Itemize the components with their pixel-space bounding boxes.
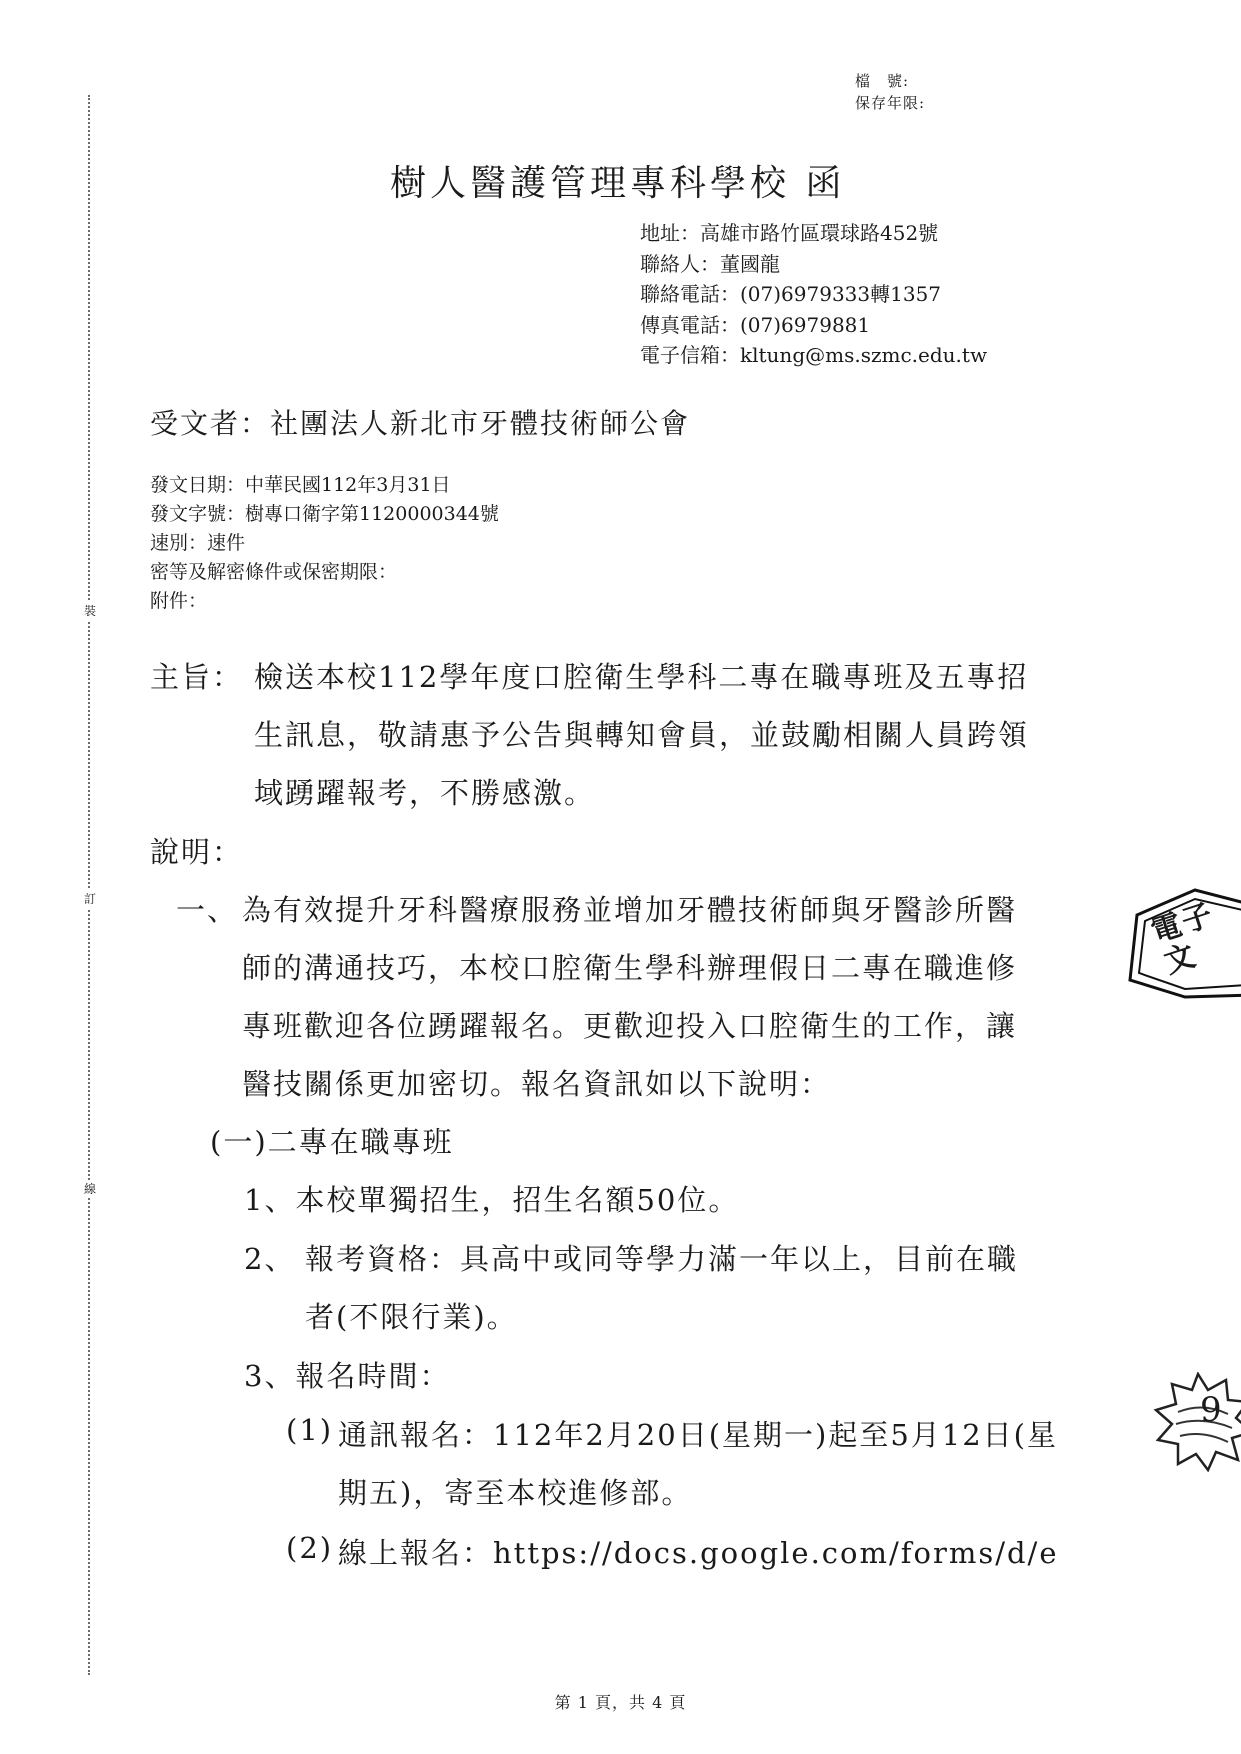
mail-line-1: 通訊報名：112年2月20日(星期一)起至5月12日(星 — [338, 1418, 1058, 1452]
dispatch-date: 發文日期：中華民國112年3月31日 — [150, 474, 451, 496]
seal-digit: 9 — [1200, 1390, 1222, 1430]
item-1-line-1: 為有效提升牙科醫療服務並增加牙體技術師與牙醫診所醫 — [242, 893, 1018, 927]
binding-dotted-line — [88, 95, 90, 1675]
explanation-label: 說明： — [150, 835, 244, 869]
file-number-label: 檔 號: — [855, 72, 910, 90]
subject-line-3: 域踴躍報考，不勝感激。 — [254, 776, 596, 810]
speed-class: 速別：速件 — [150, 532, 246, 554]
contact-block — [640, 218, 987, 371]
dispatch-meta — [150, 471, 499, 616]
subject-line-1: 檢送本校112學年度口腔衛生學科二專在職專班及五專招 — [254, 660, 1029, 694]
retention-label: 保存年限: — [855, 94, 926, 112]
file-meta — [855, 70, 925, 114]
page-footer: 第 1 頁，共 4 頁 — [554, 1693, 687, 1712]
recipient: 受文者：社團法人新北市牙體技術師公會 — [150, 407, 691, 440]
point-2-number: 2、 — [244, 1242, 296, 1276]
item-1-number: 一、 — [176, 893, 239, 927]
contact-fax: 傳真電話：(07)6979881 — [640, 312, 871, 337]
subject-label: 主旨： — [150, 660, 244, 694]
attachment: 附件： — [150, 590, 208, 612]
contact-address: 地址：高雄市路竹區環球路452號 — [640, 221, 939, 245]
point-2-line-2: 者(不限行業)。 — [305, 1300, 518, 1334]
contact-person: 聯絡人：董國龍 — [640, 251, 780, 276]
subsection-1: (一)二專在職專班 — [210, 1125, 454, 1159]
mail-number: (1) — [286, 1413, 334, 1447]
online-line-1: 線上報名：https://docs.google.com/forms/d/e — [338, 1536, 1059, 1570]
stamp-text-line-2: 文 — [1160, 938, 1200, 981]
item-1-line-3: 專班歡迎各位踴躍報名。更歡迎投入口腔衛生的工作，讓 — [242, 1009, 1018, 1043]
electronic-exchange-stamp — [1125, 885, 1241, 1000]
mail-line-2: 期五)，寄至本校進修部。 — [338, 1476, 693, 1510]
stamp-text-line-1: 電子 — [1147, 896, 1219, 951]
binding-label-xian: 線 — [84, 1182, 97, 1196]
binding-label-ding: 訂 — [84, 892, 97, 906]
point-2-line-1: 報考資格：具高中或同等學力滿一年以上，目前在職 — [305, 1242, 1019, 1276]
contact-email: 電子信箱：kltung@ms.szmc.edu.tw — [640, 343, 988, 367]
binding-label-zhuang: 裝 — [84, 604, 97, 618]
seal-fragment — [1148, 1372, 1241, 1472]
contact-phone: 聯絡電話：(07)6979333轉1357 — [640, 282, 942, 306]
item-1-line-4: 醫技關係更加密切。報名資訊如以下說明： — [242, 1067, 832, 1101]
dispatch-number: 發文字號：樹專口衛字第1120000344號 — [150, 503, 499, 525]
document-title: 樹人醫護管理專科學校 函 — [390, 163, 846, 204]
point-3: 3、報名時間： — [244, 1359, 451, 1393]
secrecy-level: 密等及解密條件或保密期限： — [150, 561, 398, 583]
point-1: 1、本校單獨招生，招生名額50位。 — [244, 1183, 740, 1217]
subject-line-2: 生訊息，敬請惠予公告與轉知會員，並鼓勵相關人員跨領 — [254, 718, 1030, 752]
item-1-line-2: 師的溝通技巧，本校口腔衛生學科辦理假日二專在職進修 — [242, 951, 1018, 985]
online-number: (2) — [286, 1531, 334, 1565]
